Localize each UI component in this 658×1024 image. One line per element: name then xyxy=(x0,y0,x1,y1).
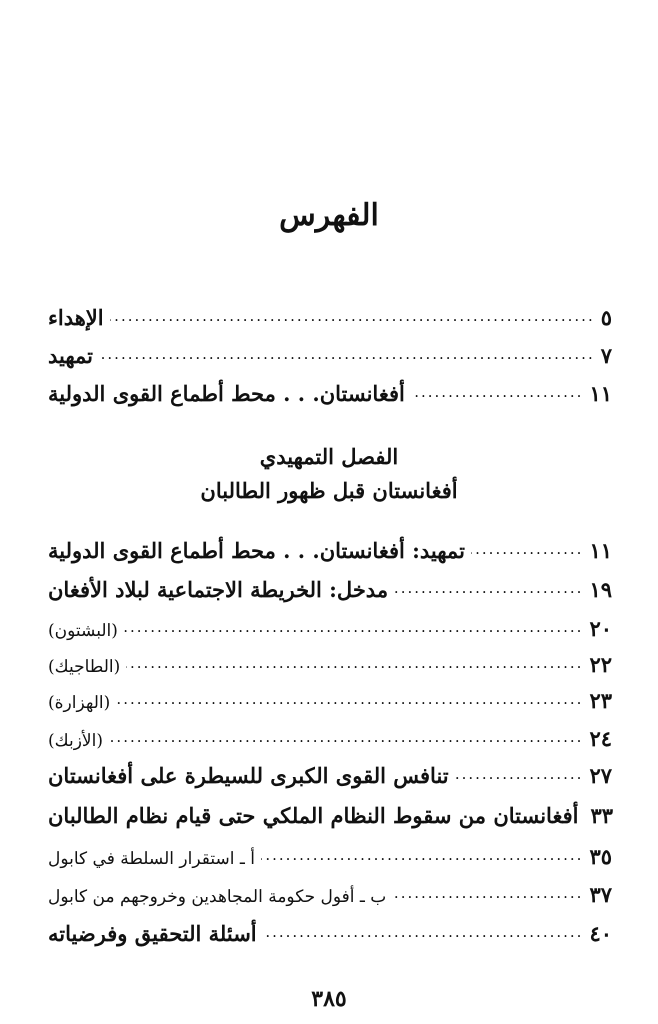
toc-entry xyxy=(48,802,612,834)
toc-entry-label: تمهيد: أفغانستان. . . محط أطماع القوى الدولية xyxy=(48,538,465,563)
toc-subentry xyxy=(48,844,612,876)
toc-leader-dots xyxy=(263,920,584,941)
toc-entry-label: الإهداء xyxy=(48,305,104,330)
chapter-heading: الفصل التمهيدي xyxy=(259,444,399,469)
toc-entry-page: ٢٣ xyxy=(589,688,612,713)
toc-entry-page: ٣٥ xyxy=(589,844,612,869)
toc-entry xyxy=(48,762,612,794)
toc-entry-label: أفغانستان. . . محط أطماع القوى الدولية xyxy=(48,381,405,406)
toc-subentry xyxy=(48,882,612,914)
toc-entry xyxy=(48,920,612,952)
chapter-subheading: أفغانستان قبل ظهور الطالبان xyxy=(200,478,458,503)
toc-subentry xyxy=(48,726,612,758)
toc-leader-dots xyxy=(124,619,584,636)
toc-leader-dots xyxy=(455,762,584,783)
toc-entry-label: تمهيد xyxy=(48,343,94,368)
toc-entry-page: ٢٠ xyxy=(589,616,612,641)
toc-leader-dots xyxy=(394,576,583,597)
toc-entry-page: ٢٢ xyxy=(589,652,612,677)
toc-entry-page: ١١ xyxy=(589,538,612,563)
toc-entry-page: ٥ xyxy=(600,305,612,330)
toc-entry-label: (البشتون) xyxy=(48,621,118,641)
toc-entry-page: ٢٤ xyxy=(589,726,612,751)
toc-entry-label: (الطاجيك) xyxy=(48,657,121,677)
toc-entry-afghanistan xyxy=(48,380,612,412)
page-number: ٣٨٥ xyxy=(311,986,347,1012)
toc-leader-dots xyxy=(126,655,583,672)
toc-leader-dots xyxy=(261,847,584,864)
toc-entry-page: ٢٧ xyxy=(589,763,612,788)
toc-entry-page: ٤٠ xyxy=(589,921,612,946)
toc-entry-label: أفغانستان من سقوط النظام الملكي حتى قيام نظام الطالبان xyxy=(48,803,579,828)
toc-leader-dots xyxy=(411,380,584,401)
toc-entry xyxy=(48,537,612,569)
toc-entry-page: ٧ xyxy=(600,343,612,368)
toc-entry-dedication xyxy=(48,304,612,336)
toc-entry-page: ١٩ xyxy=(589,577,612,602)
toc-leader-dots xyxy=(392,885,583,902)
toc-leader-dots xyxy=(116,691,583,708)
toc-entry-label: (الهزارة) xyxy=(48,693,111,713)
toc-entry-label: أ ـ استقرار السلطة في كابول xyxy=(48,849,255,869)
toc-subentry xyxy=(48,688,612,720)
toc-entry-label: (الأزبك) xyxy=(48,731,103,751)
toc-subentry xyxy=(48,652,612,684)
toc-entry xyxy=(48,576,612,608)
toc-entry-label: ب ـ أفول حكومة المجاهدين وخروجهم من كابول xyxy=(48,887,387,907)
toc-entry-label: أسئلة التحقيق وفرضياته xyxy=(48,921,257,946)
toc-leader-dots xyxy=(99,342,595,363)
toc-subentry xyxy=(48,616,612,648)
toc-entry-label: تنافس القوى الكبرى للسيطرة على أفغانستان xyxy=(48,763,449,788)
toc-leader-dots xyxy=(471,537,584,558)
toc-entry-page: ١١ xyxy=(589,381,612,406)
toc-entry-page: ٣٣ xyxy=(590,803,614,828)
toc-entry-page: ٣٧ xyxy=(589,882,612,907)
toc-entry-label: مدخل: الخريطة الاجتماعية لبلاد الأفغان xyxy=(48,577,389,602)
toc-leader-dots xyxy=(109,729,583,746)
toc-leader-dots xyxy=(110,304,595,325)
page-title: الفهرس xyxy=(279,198,379,233)
toc-entry-preface xyxy=(48,342,612,374)
